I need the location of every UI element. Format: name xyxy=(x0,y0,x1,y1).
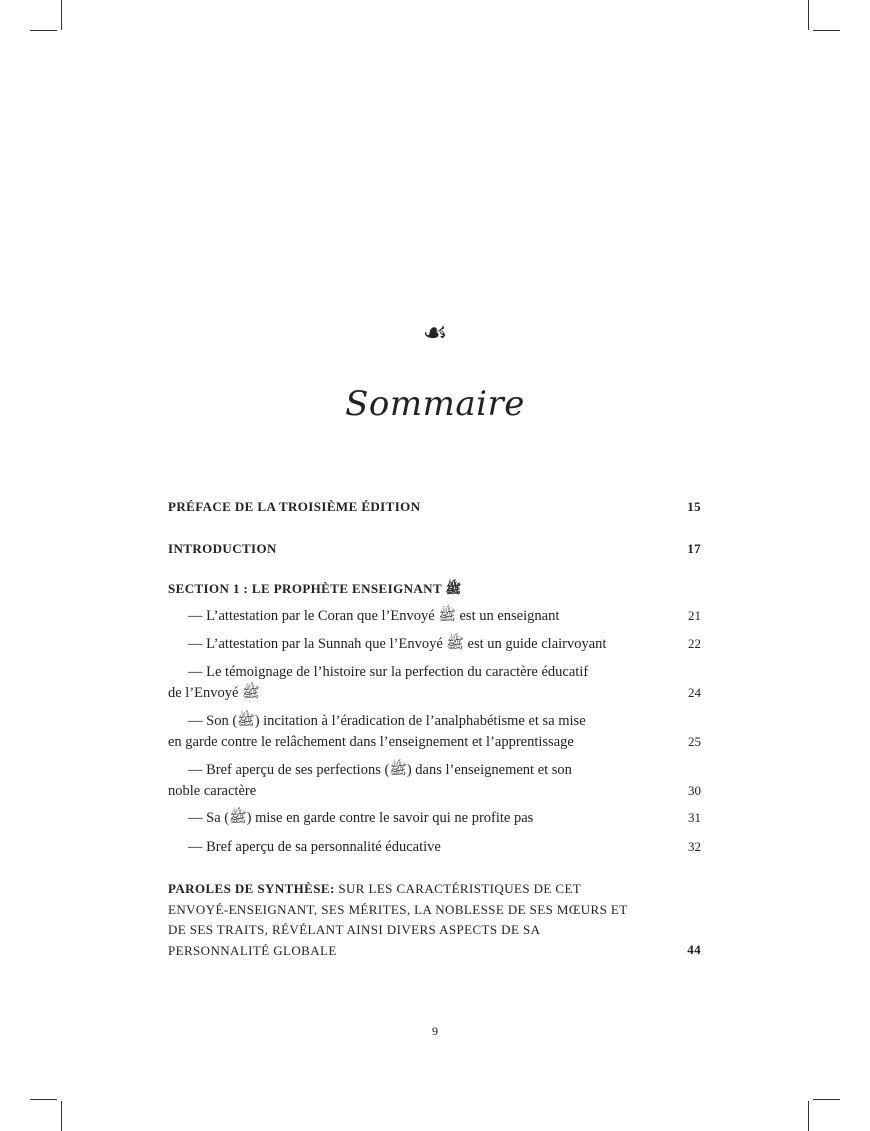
toc-entry-synthese[interactable] xyxy=(168,879,701,961)
toc-entry-line: noble caractère xyxy=(168,783,257,799)
crop-mark xyxy=(813,1099,840,1100)
toc-entry[interactable] xyxy=(168,606,701,627)
toc-entry-line: de l’Envoyé ﷺ xyxy=(168,685,260,701)
toc-entry-label: — Sa (ﷺ) mise en garde contre le savoir qui ne profite pas xyxy=(188,810,534,826)
toc-entry-lead: PAROLES DE SYNTHÈSE: xyxy=(168,881,335,896)
toc-page-number: 25 xyxy=(688,734,701,749)
toc-entry-line: — Son (ﷺ) incitation à l’éradication de l’analphabétisme et sa mise xyxy=(188,713,586,729)
toc-section-heading[interactable] xyxy=(168,579,701,599)
toc-entry-label: — L’attestation par le Coran que l’Envoyé ﷺ est un enseignant xyxy=(188,608,560,624)
toc-entry[interactable] xyxy=(168,837,701,858)
toc-entry[interactable] xyxy=(168,711,701,753)
toc-page-number: 15 xyxy=(687,499,701,514)
crop-mark xyxy=(30,30,57,31)
toc-entry-preface[interactable] xyxy=(168,497,701,517)
toc-page-number: 24 xyxy=(688,685,701,700)
toc-entry[interactable] xyxy=(168,662,701,704)
toc-entry-introduction[interactable] xyxy=(168,539,701,559)
toc-page-number: 44 xyxy=(687,942,701,957)
toc-page-number: 22 xyxy=(688,636,701,651)
toc-entry[interactable] xyxy=(168,808,701,829)
toc-entry-label: — L’attestation par la Sunnah que l’Envoyé ﷺ est un guide clairvoyant xyxy=(188,636,607,652)
toc-entry-label xyxy=(168,662,643,704)
toc-entry-label: SECTION 1 : LE PROPHÈTE ENSEIGNANT ﷺ xyxy=(168,581,462,596)
toc-page-number: 32 xyxy=(688,839,701,854)
crop-mark xyxy=(61,1101,62,1131)
page-title: Sommaire xyxy=(345,384,525,424)
toc-entry-label: INTRODUCTION xyxy=(168,541,277,556)
crop-mark xyxy=(813,30,840,31)
crop-mark xyxy=(30,1099,57,1100)
toc-entry-line: en garde contre le relâchement dans l’enseignement et l’apprentissage xyxy=(168,734,574,750)
toc-entry-label xyxy=(168,879,638,961)
crop-mark xyxy=(61,0,62,30)
toc-page-number: 30 xyxy=(688,783,701,798)
toc-entry-label: — Bref aperçu de sa personnalité éducative xyxy=(188,839,441,855)
toc-entry[interactable] xyxy=(168,634,701,655)
toc-page-number: 17 xyxy=(687,541,701,556)
crop-mark xyxy=(808,0,809,30)
crop-mark xyxy=(808,1101,809,1131)
fleuron-ornament-icon: ☙ xyxy=(422,316,448,349)
toc-page-number: 21 xyxy=(688,608,701,623)
toc-entry-label: PRÉFACE DE LA TROISIÈME ÉDITION xyxy=(168,499,421,514)
toc-entry-rest: SUR LES CARACTÉRISTIQUES DE CET ENVOYÉ-ENSEIGNANT, SES MÉRITES, LA NOBLESSE DE SES MŒURS ET DE SES TRAITS, RÉVÉLANT AINSI DIVERS ASPECTS DE SA PERSONNALITÉ GLOBALE xyxy=(168,881,628,958)
toc-entry[interactable] xyxy=(168,760,701,802)
page-number: 9 xyxy=(432,1024,438,1038)
toc-page-number: 31 xyxy=(688,810,701,825)
toc-entry-label xyxy=(168,711,643,753)
toc-entry-label xyxy=(168,760,643,802)
toc-entry-line: — Le témoignage de l’histoire sur la perfection du caractère éducatif xyxy=(188,664,589,680)
toc-entry-line: — Bref aperçu de ses perfections (ﷺ) dans l’enseignement et son xyxy=(188,762,572,778)
